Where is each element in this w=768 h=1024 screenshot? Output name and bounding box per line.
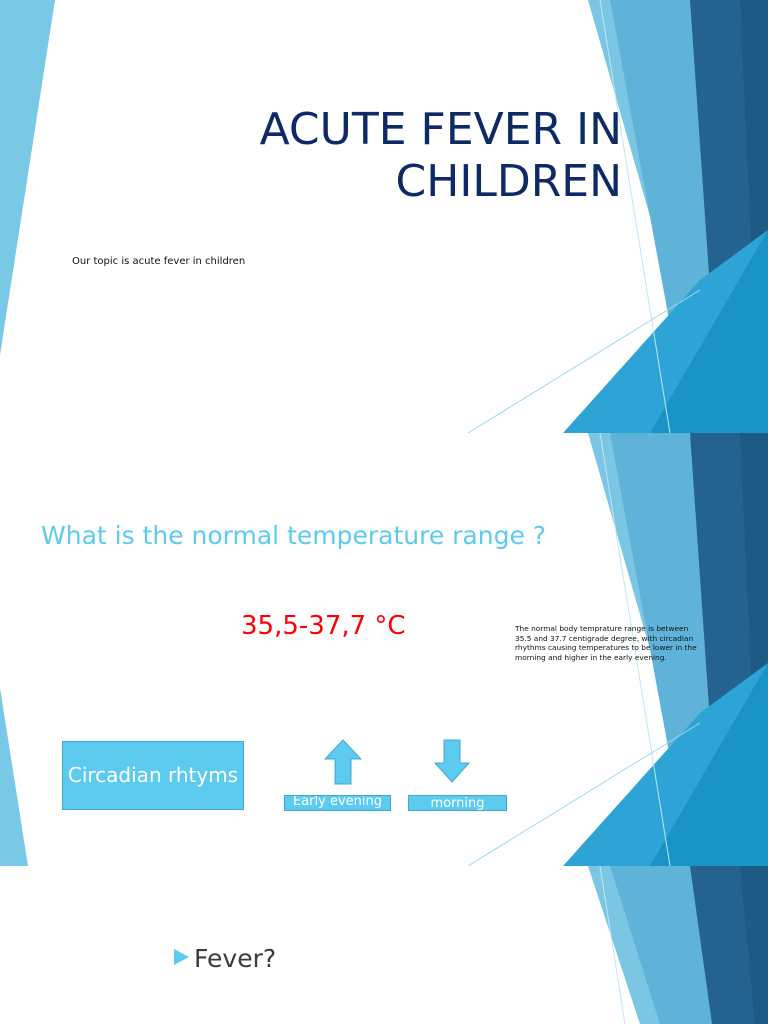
slide-decoration — [0, 866, 768, 1024]
morning-label: morning — [408, 795, 507, 811]
temperature-range: 35,5-37,7 °C — [241, 611, 406, 641]
temperature-slide — [0, 433, 768, 866]
early-evening-label: Early evening — [284, 795, 391, 811]
temperature-note: The normal body temprature range is between 35.5 and 37.7 centigrade degree, with circadian rhythms causing temperatures to be lower in the morning and higher in the early evening. — [515, 624, 697, 662]
title-slide — [0, 0, 768, 433]
arrow-down-icon — [434, 739, 470, 783]
circadian-box — [62, 741, 244, 810]
question-heading: What is the normal temperature range ? — [41, 521, 547, 550]
slide-title: ACUTE FEVER IN CHILDREN — [259, 104, 622, 207]
circadian-label: Circadian rhtyms — [67, 763, 239, 787]
fever-bullet-text: Fever? — [194, 944, 277, 973]
bullet-icon — [174, 949, 189, 965]
slide-subtitle: Our topic is acute fever in children — [72, 256, 246, 267]
slide-decoration — [0, 0, 768, 433]
fever-slide — [0, 866, 768, 1024]
arrow-up-icon — [324, 739, 362, 785]
